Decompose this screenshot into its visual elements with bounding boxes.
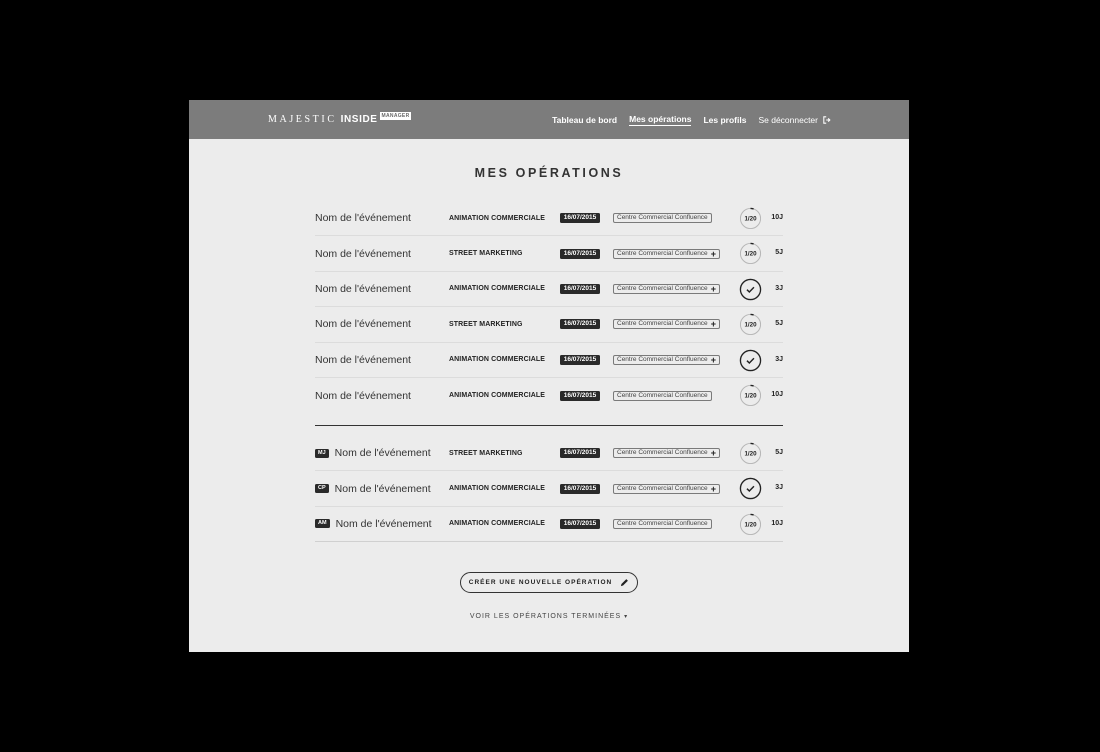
event-name-text: Nom de l'événement [315, 389, 411, 402]
event-date: 16/07/2015 [560, 355, 600, 365]
event-type: ANIMATION COMMERCIALE [449, 214, 546, 222]
plus-icon: + [710, 248, 716, 259]
check-icon [747, 358, 754, 363]
active-operations-list [315, 201, 783, 413]
event-place[interactable] [613, 484, 720, 494]
see-ended-operations-link[interactable] [189, 613, 909, 620]
event-place-text: Centre Commercial Confluence [617, 214, 708, 222]
list-divider [315, 425, 783, 426]
progress-label: 1/20 [744, 251, 757, 259]
plus-icon: + [710, 319, 716, 330]
plus-icon: + [710, 354, 716, 365]
days-remaining: 5J [775, 249, 783, 257]
event-date: 16/07/2015 [560, 448, 600, 458]
event-name-text: Nom de l'événement [334, 482, 431, 495]
event-place[interactable] [613, 355, 720, 365]
event-name[interactable] [315, 390, 449, 402]
event-name-text: Nom de l'événement [315, 353, 411, 366]
progress-ring [739, 384, 762, 407]
brand-light: MAJESTIC [268, 114, 337, 125]
progress-ring [739, 513, 762, 536]
page-title: MES OPÉRATIONS [474, 166, 624, 180]
event-date: 16/07/2015 [560, 284, 600, 294]
event-type: ANIMATION COMMERCIALE [449, 356, 546, 364]
plus-icon: + [710, 483, 716, 494]
operation-row[interactable] [315, 272, 783, 307]
logout-label: Se déconnecter [758, 115, 818, 125]
progress-ring [739, 442, 762, 465]
event-name-text: Nom de l'événement [315, 282, 411, 295]
brand-bold: INSIDE [340, 114, 378, 125]
days-remaining: 10J [771, 390, 783, 398]
event-name-text: Nom de l'événement [315, 247, 411, 260]
event-date: 16/07/2015 [560, 319, 600, 329]
event-place-text: Centre Commercial Confluence [617, 284, 708, 292]
event-type: STREET MARKETING [449, 250, 523, 258]
see-ended-label: VOIR LES OPÉRATIONS TERMINÉES [469, 613, 622, 620]
days-remaining: 3J [775, 284, 783, 292]
event-place-text: Centre Commercial Confluence [617, 320, 708, 328]
plus-icon: + [710, 283, 716, 294]
brand-logo[interactable] [268, 114, 411, 125]
operation-row[interactable] [315, 507, 783, 542]
create-operation-label: CRÉER UNE NOUVELLE OPÉRATION [468, 579, 613, 586]
event-place-text: Centre Commercial Confluence [617, 484, 708, 492]
event-name[interactable] [315, 483, 449, 495]
event-name-text: Nom de l'événement [334, 447, 431, 460]
event-date: 16/07/2015 [560, 519, 600, 529]
progress-ring [739, 278, 762, 301]
event-place[interactable] [613, 249, 720, 259]
event-place-text: Centre Commercial Confluence [617, 391, 708, 399]
days-remaining: 10J [771, 519, 783, 527]
main-nav [552, 114, 831, 126]
operation-row[interactable] [315, 378, 783, 413]
check-icon [747, 487, 754, 492]
days-remaining: 3J [775, 355, 783, 363]
caret-down-icon: ▾ [624, 614, 629, 620]
event-place[interactable] [613, 448, 720, 458]
event-place-text: Centre Commercial Confluence [617, 355, 708, 363]
event-type: STREET MARKETING [449, 449, 523, 457]
event-type: STREET MARKETING [449, 320, 523, 328]
event-name[interactable] [315, 354, 449, 366]
create-operation-button[interactable] [460, 572, 638, 593]
manager-badge: AM [315, 519, 330, 528]
event-date: 16/07/2015 [560, 391, 600, 401]
top-bar [189, 100, 909, 139]
plus-icon: + [710, 448, 716, 459]
event-date: 16/07/2015 [560, 213, 600, 223]
event-name[interactable] [315, 212, 449, 224]
event-type: ANIMATION COMMERCIALE [449, 285, 546, 293]
operation-row[interactable] [315, 436, 783, 471]
nav-les-profils[interactable]: Les profils [703, 115, 747, 125]
progress-track [740, 479, 760, 499]
progress-label: 1/20 [744, 521, 757, 529]
progress-track [740, 350, 760, 370]
operation-row[interactable] [315, 343, 783, 378]
days-remaining: 10J [771, 214, 783, 221]
manager-badge: MJ [315, 449, 329, 458]
days-remaining: 5J [775, 320, 783, 328]
event-name[interactable] [315, 518, 449, 530]
managed-operations-list [315, 436, 783, 542]
event-place[interactable] [613, 213, 712, 223]
progress-track [740, 279, 760, 299]
event-name-text: Nom de l'événement [315, 212, 411, 225]
logout-icon [823, 116, 831, 124]
event-name-text: Nom de l'événement [315, 318, 411, 331]
progress-ring [739, 207, 762, 230]
event-place[interactable] [613, 284, 720, 294]
progress-label: 1/20 [744, 215, 757, 223]
event-place-text: Centre Commercial Confluence [617, 249, 708, 257]
event-place-text: Centre Commercial Confluence [617, 519, 708, 527]
event-type: ANIMATION COMMERCIALE [449, 520, 546, 528]
app-window [189, 100, 909, 652]
operation-row[interactable] [315, 471, 783, 506]
event-type: ANIMATION COMMERCIALE [449, 392, 546, 400]
pencil-icon [620, 578, 629, 587]
event-place[interactable] [613, 319, 720, 329]
progress-label: 1/20 [744, 450, 757, 458]
nav-mes-operations[interactable]: Mes opérations [629, 114, 692, 124]
event-date: 16/07/2015 [560, 484, 600, 494]
event-place[interactable] [613, 391, 712, 401]
days-remaining: 5J [775, 449, 783, 456]
logout-link[interactable] [758, 115, 831, 125]
event-place[interactable] [613, 519, 712, 529]
event-name[interactable] [315, 447, 449, 459]
event-name[interactable] [315, 318, 449, 330]
event-type: ANIMATION COMMERCIALE [449, 485, 546, 493]
manager-badge: CP [315, 484, 329, 493]
days-remaining: 3J [775, 484, 783, 492]
operation-row[interactable] [315, 201, 783, 236]
progress-ring [739, 477, 762, 500]
event-place-text: Centre Commercial Confluence [617, 449, 708, 457]
check-icon [747, 287, 754, 292]
nav-tableau-de-bord[interactable]: Tableau de bord [552, 115, 618, 125]
progress-label: 1/20 [744, 321, 757, 329]
event-name[interactable] [315, 248, 449, 260]
progress-label: 1/20 [744, 392, 757, 400]
progress-ring [739, 313, 762, 336]
event-name-text: Nom de l'événement [335, 517, 432, 530]
event-date: 16/07/2015 [560, 249, 600, 259]
progress-ring [739, 242, 762, 265]
brand-tag: MANAGER [381, 113, 410, 119]
progress-ring [739, 349, 762, 372]
operation-row[interactable] [315, 236, 783, 271]
event-name[interactable] [315, 283, 449, 295]
operation-row[interactable] [315, 307, 783, 342]
